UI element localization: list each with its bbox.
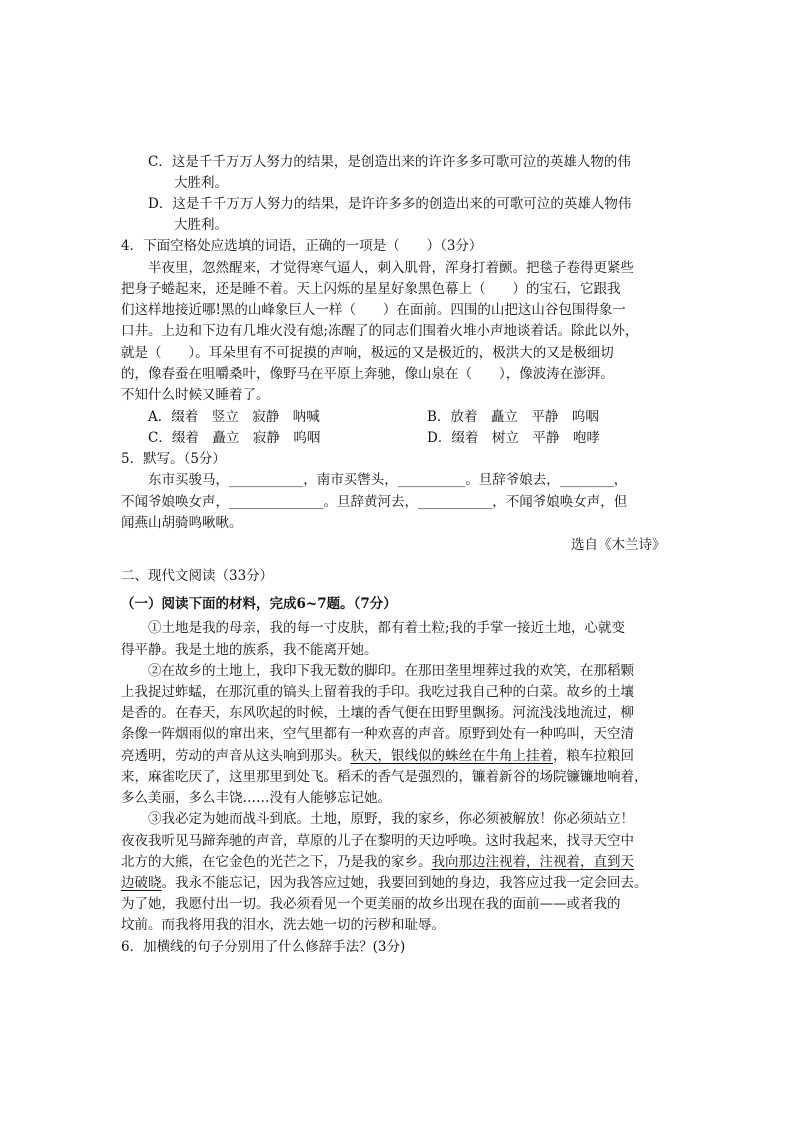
q6-stem: 6．加横线的句子分别用了什么修辞手法？(3分)	[121, 939, 406, 955]
passage-line: 条像一阵烟雨似的窜出来，空气里都有一种欢喜的声音。原野到处有一种呜叫，天空清	[121, 726, 634, 742]
passage-line: 为了她，我愿付出一切。我必须看见一个更美丽的故乡出现在我的面前——或者我的	[121, 896, 621, 912]
passage-line	[121, 852, 634, 873]
passage-line: 多么美丽，多么丰饶……没有人能够忘记她。	[121, 790, 391, 806]
passage-line: 上我捉过蚱蜢，在那沉重的镐头上留着我的手印。我吃过我自己种的白菜。故乡的土壤	[121, 684, 634, 700]
q3-option-c-line1: C．这是千千万万人努力的结果，是创造出来的许许多多可歌可泣的英雄人物的伟	[148, 154, 631, 170]
q5-stem: 5．默写。（5分）	[121, 451, 226, 467]
q5-source: 选自《木兰诗》	[571, 537, 666, 553]
q4-option-d: D．缀着 树立 平静 咆哮	[427, 430, 600, 446]
passage-line: ①土地是我的母亲，我的每一寸皮肤，都有着土粒;我的手掌一接近土地，心就变	[121, 620, 626, 636]
q4-passage-line: 口井。上边和下边有几堆火没有熄;冻醒了的同志们围着火堆小声地谈着话。除此以外，	[121, 323, 639, 339]
q4-option-a: A．缀着 竖立 寂静 呐喊	[148, 409, 320, 425]
passage-line: 坟前。而我将用我的泪水，洗去她一切的污秽和耻辱。	[121, 917, 445, 933]
q4-passage-line: 把身子蜷起来，还是睡不着。天上闪烁的星星好象黑色幕上（ ）的宝石，它跟我	[121, 281, 621, 297]
q4-passage-line: 的，像春蚕在咀嚼桑叶，像野马在平原上奔驰，像山泉在（ ），像波涛在澎湃。	[121, 366, 614, 382]
subsection-title: （一）阅读下面的材料，完成6~7题。（7分）	[121, 596, 397, 612]
passage-line	[121, 873, 648, 894]
q4-passage-line: 不知什么时候又睡着了。	[121, 387, 270, 403]
passage-line	[121, 746, 634, 767]
underlined-sentence-1: 秋天，银线似的蛛丝在牛角上挂着	[350, 748, 553, 764]
passage-line: 夜夜我听见马蹄奔驰的声音，草原的儿子在黎明的天边呼唤。这时我起来，找寻天空中	[121, 833, 634, 849]
passage-text: ，粮车拉粮回	[553, 748, 634, 764]
q4-passage-line: 半夜里，忽然醒来，才觉得寒气逼人，刺入肌骨，浑身打着颤。把毯子卷得更紧些	[121, 260, 634, 276]
q3-option-c-line2: 大胜利。	[174, 175, 228, 191]
q3-option-d-line1: D．这是千千万万人努力的结果，是许许多多的创造出来的可歌可泣的英雄人物伟	[148, 196, 632, 212]
q4-passage-line: 就是（ ）。耳朵里有不可捉摸的声响，极远的又是极近的，极洪大的又是极细切	[121, 345, 614, 361]
passage-text: 北方的大熊，在它金色的光芒之下，乃是我的家乡。	[121, 854, 432, 870]
passage-line: 得平静。我是土地的族系，我不能离开她。	[121, 642, 378, 658]
passage-line: 来，麻雀吃厌了，这里那里到处飞。稻禾的香气是强烈的，镰着新谷的场院镰镰地响着，	[121, 769, 648, 785]
section-title: 二、现代文阅读（33分）	[121, 568, 274, 584]
passage-text: 亮透明，劳动的声音从这头响到那头。	[121, 748, 351, 764]
q4-option-b: B．放着 矗立 平静 呜咽	[427, 409, 599, 425]
passage-text: 。我永不能忘记，因为我答应过她，我要回到她的身边，我答应过我一定会回去。	[161, 875, 648, 891]
q3-option-d-line2: 大胜利。	[174, 217, 228, 233]
q5-line: 东市买骏马，___________，南市买辔头，__________。旦辞爷娘去，________，	[121, 472, 628, 488]
underlined-sentence-2-cont: 边破晓	[121, 875, 162, 891]
passage-line: ③我必定为她而战斗到底。土地，原野，我的家乡，你必须被解放！你必须站立！	[121, 811, 634, 827]
q4-option-c: C．缀着 矗立 寂静 呜咽	[148, 430, 321, 446]
passage-line: ②在故乡的土地上，我印下我无数的脚印。在那田垄里埋葬过我的欢笑，在那稻颗	[121, 663, 634, 679]
q5-line: 闻燕山胡骑鸣啾啾。	[121, 515, 243, 531]
q4-stem: 4．下面空格处应选填的词语，正确的一项是（ ）（3分）	[121, 238, 483, 254]
passage-line: 是香的。在春天，东风吹起的时候，土壤的香气便在田野里飘扬。河流浅浅地流过，柳	[121, 705, 634, 721]
underlined-sentence-2: 我向那边注视着，注视着，直到天	[431, 854, 634, 870]
q4-passage-line: 们这样地接近哪!黑的山峰象巨人一样（ ）在面前。四围的山把这山谷包围得象一	[121, 302, 626, 318]
q5-line: 不闻爷娘唤女声，______________。旦辞黄河去，___________，不闻爷娘唤女声，但	[121, 494, 628, 510]
